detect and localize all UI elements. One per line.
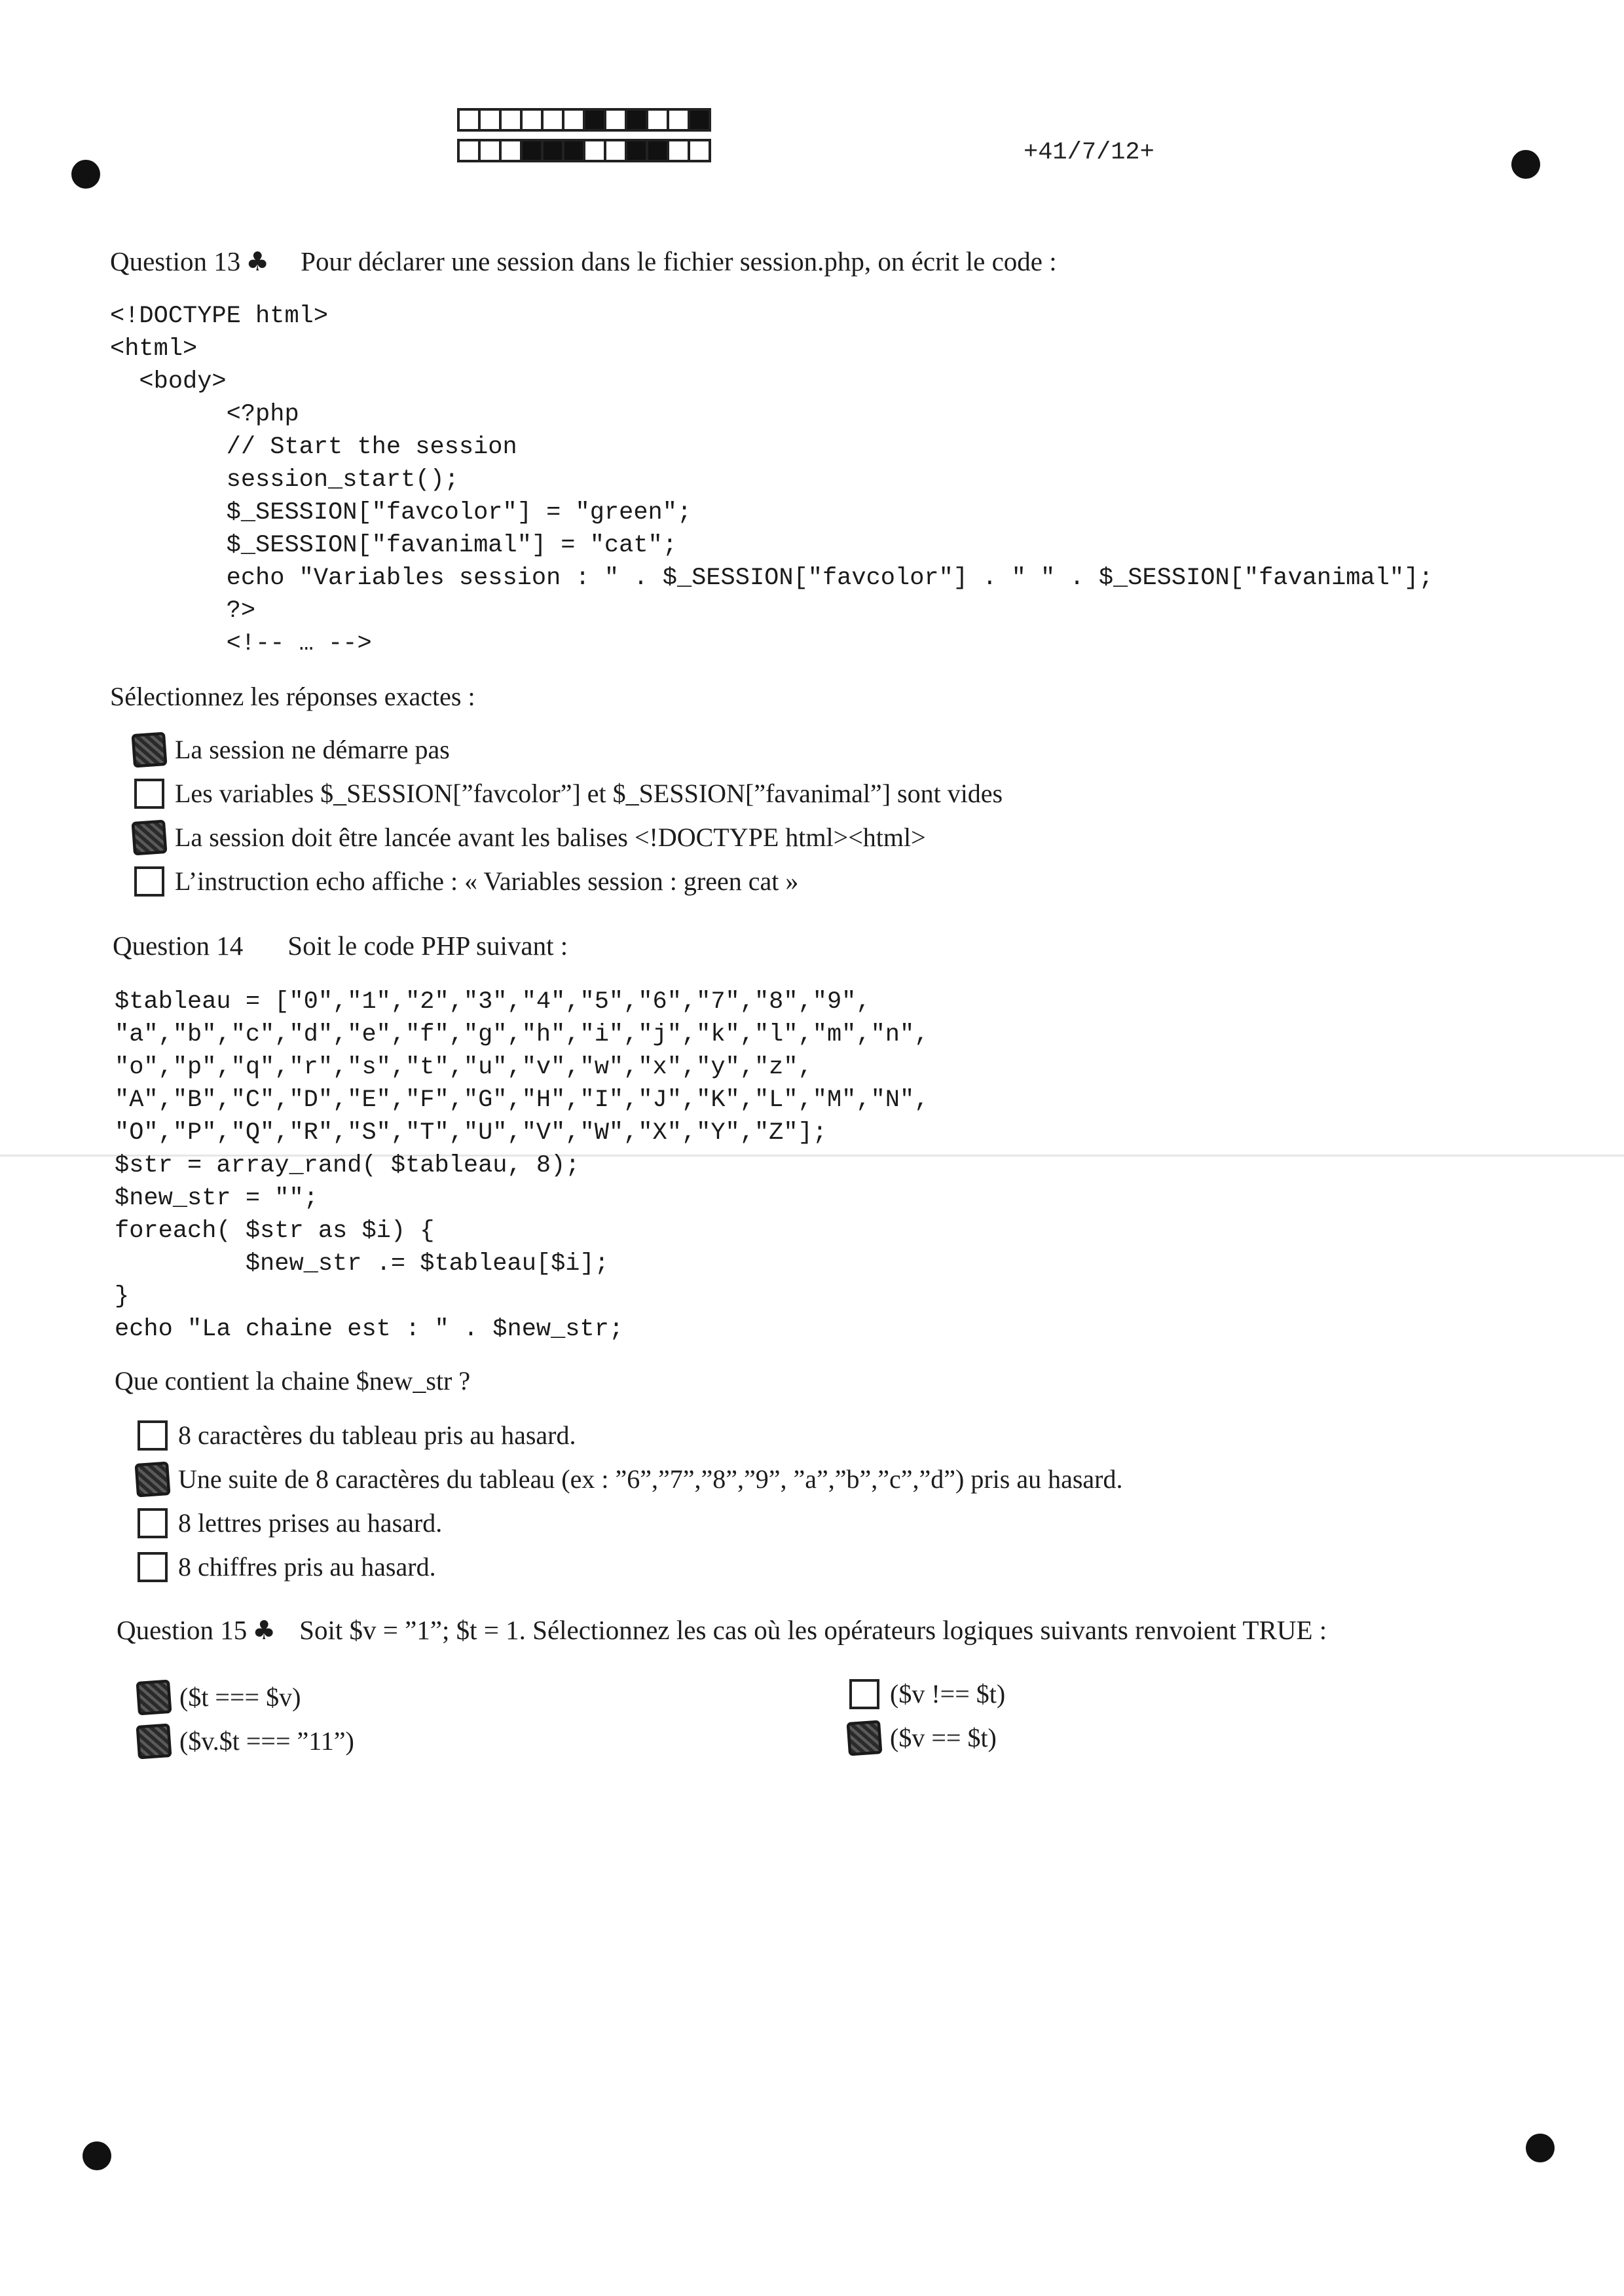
registration-mark-bottom-right — [1526, 2134, 1555, 2162]
page-id: +41/7/12+ — [1024, 139, 1154, 166]
question-text: Pour déclarer une session dans le fichier session.php, on écrit le code : — [301, 246, 1057, 276]
checkbox-checked[interactable] — [135, 1461, 171, 1497]
checkbox-checked[interactable] — [136, 1723, 172, 1759]
answer-label: ($t === $v) — [179, 1682, 301, 1712]
club-icon: ♣ — [246, 247, 270, 277]
question-13-code: <!DOCTYPE html> <html> <body> <?php // Start the session session_start(); $_SESSION["favcolor"] = "green"; $_SESSION["favanimal"] = "cat"; echo "Variables session : " . $_SESSION["favcolor"] . " " . $_SESSION["favanimal"]; ?> <!-- … --> — [110, 303, 1433, 657]
q15-answer-2[interactable] — [139, 1726, 354, 1756]
q13-answer-4[interactable] — [134, 866, 798, 897]
answer-label: 8 caractères du tableau pris au hasard. — [178, 1420, 576, 1450]
page-code-row-bottom — [457, 139, 709, 162]
answer-label: Une suite de 8 caractères du tableau (ex : ”6”,”7”,”8”,”9”, ”a”,”b”,”c”,”d”) pris au hasard. — [178, 1464, 1123, 1494]
q15-answer-1[interactable] — [139, 1682, 301, 1713]
answer-label: 8 chiffres pris au hasard. — [178, 1552, 436, 1582]
question-13-instruction: Sélectionnez les réponses exactes : — [110, 682, 475, 711]
question-label: Question 14 — [113, 931, 244, 961]
question-13-header — [110, 246, 1057, 277]
checkbox[interactable] — [134, 866, 164, 897]
answer-label: La session doit être lancée avant les balises <!DOCTYPE html><html> — [175, 823, 926, 852]
checkbox[interactable] — [138, 1420, 168, 1451]
q13-answer-2[interactable] — [134, 778, 1003, 809]
answer-label: ($v.$t === ”11”) — [179, 1726, 354, 1756]
q15-answer-3[interactable] — [849, 1678, 1005, 1709]
answer-label: 8 lettres prises au hasard. — [178, 1508, 443, 1538]
answer-label: Les variables $_SESSION[”favcolor”] et $_SESSION[”favanimal”] sont vides — [175, 779, 1003, 808]
question-label: Question 15 — [117, 1615, 248, 1645]
registration-mark-top-right — [1511, 150, 1540, 179]
checkbox-checked[interactable] — [136, 1679, 172, 1715]
checkbox[interactable] — [134, 779, 164, 809]
q14-answer-2[interactable] — [138, 1464, 1123, 1494]
page-code-row-top — [457, 108, 709, 132]
question-15-header — [117, 1614, 1327, 1646]
question-14-code: $tableau = ["0","1","2","3","4","5","6","7","8","9", "a","b","c","d","e","f","g","h","i","j","k","l","m","n", "o","p","q","r","s","t","u","v","w","x","y","z", "A","B","C","D","E","F","G","H","I","J","K","L","M","N", "O","P","Q","R","S","T","U","V","W","X","Y","Z"]; $str = array_rand( $tableau, 8); $new_str = ""; foreach( $str as $i) { $new_str .= $tableau[$i]; } echo "La chaine est : " . $new_str; — [115, 988, 929, 1343]
registration-mark-bottom-left — [83, 2141, 111, 2170]
checkbox[interactable] — [849, 1679, 879, 1709]
q15-answer-4[interactable] — [849, 1722, 997, 1753]
q13-answer-3[interactable] — [134, 822, 926, 853]
q14-answer-3[interactable] — [138, 1508, 442, 1538]
checkbox[interactable] — [138, 1552, 168, 1582]
checkbox-checked[interactable] — [132, 819, 168, 855]
checkbox[interactable] — [138, 1508, 168, 1538]
q13-answer-1[interactable] — [134, 734, 450, 765]
checkbox-checked[interactable] — [132, 731, 168, 768]
checkbox-checked[interactable] — [847, 1720, 883, 1756]
question-text: Soit le code PHP suivant : — [287, 931, 568, 961]
question-label: Question 13 — [110, 246, 241, 276]
question-14-header — [113, 930, 568, 961]
club-icon: ♣ — [252, 1616, 276, 1646]
registration-mark-top-left — [71, 160, 100, 189]
answer-label: ($v !== $t) — [890, 1679, 1006, 1709]
answer-label: L’instruction echo affiche : « Variables session : green cat » — [175, 866, 799, 896]
answer-label: La session ne démarre pas — [175, 735, 450, 764]
q14-answer-4[interactable] — [138, 1551, 436, 1582]
question-text: Soit $v = ”1”; $t = 1. Sélectionnez les cas où les opérateurs logiques suivants renvoient TRUE : — [299, 1615, 1327, 1645]
q14-answer-1[interactable] — [138, 1420, 576, 1451]
answer-label: ($v == $t) — [890, 1723, 997, 1752]
question-14-instruction: Que contient la chaine $new_str ? — [115, 1366, 471, 1396]
